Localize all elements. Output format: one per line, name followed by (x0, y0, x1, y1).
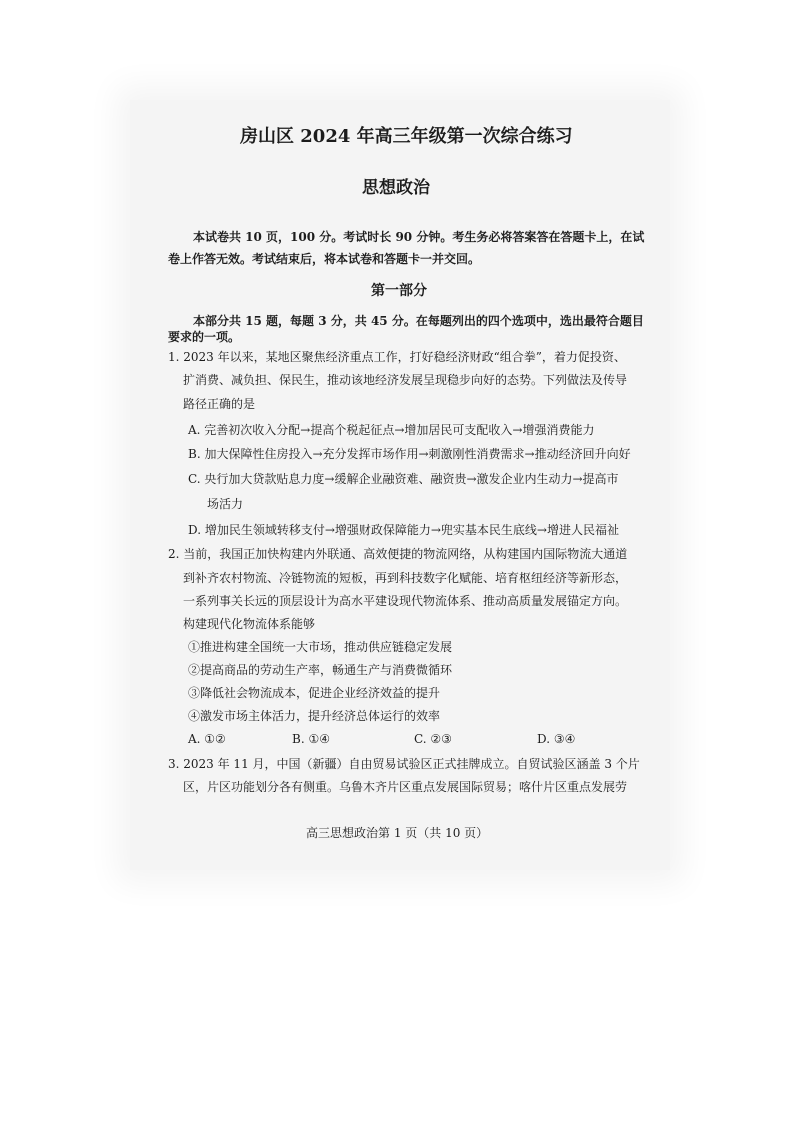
question-1-stem-1: 1. 2023 年以来，某地区聚焦经济重点工作，打好稳经济财政“组合拳”，着力促投资、 (168, 350, 626, 364)
question-2-stem-1: 2. 当前，我国正加快构建内外联通、高效便捷的物流网络，从构建国内国际物流大通道 (168, 547, 628, 561)
question-2-option-c: C. ②③ (414, 732, 452, 746)
question-1-stem-3: 路径正确的是 (183, 397, 256, 411)
question-1-option-d: D. 增加民生领域转移支付→增强财政保障能力→兜实基本民生底线→增进人民福祉 (188, 523, 619, 537)
question-2-statement-2: ②提高商品的劳动生产率，畅通生产与消费微循环 (188, 663, 453, 677)
question-3-stem-2: 区，片区功能划分各有侧重。乌鲁木齐片区重点发展国际贸易；喀什片区重点发展劳 (183, 780, 628, 794)
question-2-option-d: D. ③④ (537, 732, 576, 746)
question-3-stem-1: 3. 2023 年 11 月，中国（新疆）自由贸易试验区正式挂牌成立。自贸试验区涵盖 3 个片 (168, 757, 640, 771)
subject-title: 思想政治 (362, 178, 430, 198)
instructions-line-1: 本试卷共 10 页，100 分。考试时长 90 分钟。考生务必将答案答在答题卡上，在试 (193, 230, 645, 244)
page-footer: 高三思想政治第 1 页（共 10 页） (306, 826, 489, 840)
question-2-stem-3: 一系列事关长远的顶层设计为高水平建设现代物流体系、推动高质量发展锚定方向。 (183, 594, 628, 608)
instructions-line-2: 卷上作答无效。考试结束后，将本试卷和答题卡一并交回。 (168, 252, 481, 266)
part-one-title: 第一部分 (371, 283, 427, 299)
question-2-stem-4: 构建现代化物流体系能够 (183, 617, 316, 631)
part-one-intro-2: 要求的一项。 (168, 330, 241, 344)
question-2-option-b: B. ①④ (292, 732, 330, 746)
part-one-intro-1: 本部分共 15 题，每题 3 分，共 45 分。在每题列出的四个选项中，选出最符合题目 (193, 314, 644, 328)
question-1-option-c: C. 央行加大贷款贴息力度→缓解企业融资难、融资贵→激发企业内生动力→提高市 (188, 472, 619, 486)
exam-title: 房山区 2024 年高三年级第一次综合练习 (240, 126, 573, 147)
question-2-statement-4: ④激发市场主体活力，提升经济总体运行的效率 (188, 709, 441, 723)
question-1-option-c-cont: 场活力 (207, 497, 244, 511)
question-2-statement-3: ③降低社会物流成本，促进企业经济效益的提升 (188, 686, 441, 700)
question-1-option-a: A. 完善初次收入分配→提高个税起征点→增加居民可支配收入→增强消费能力 (188, 423, 595, 437)
question-1-stem-2: 扩消费、减负担、保民生，推动该地经济发展呈现稳步向好的态势。下列做法及传导 (183, 373, 628, 387)
question-2-stem-2: 到补齐农村物流、冷链物流的短板，再到科技数字化赋能、培育枢纽经济等新形态， (183, 571, 628, 585)
question-2-option-a: A. ①② (188, 732, 226, 746)
question-1-option-b: B. 加大保障性住房投入→充分发挥市场作用→刺激刚性消费需求→推动经济回升向好 (188, 447, 631, 461)
question-2-statement-1: ①推进构建全国统一大市场，推动供应链稳定发展 (188, 640, 453, 654)
